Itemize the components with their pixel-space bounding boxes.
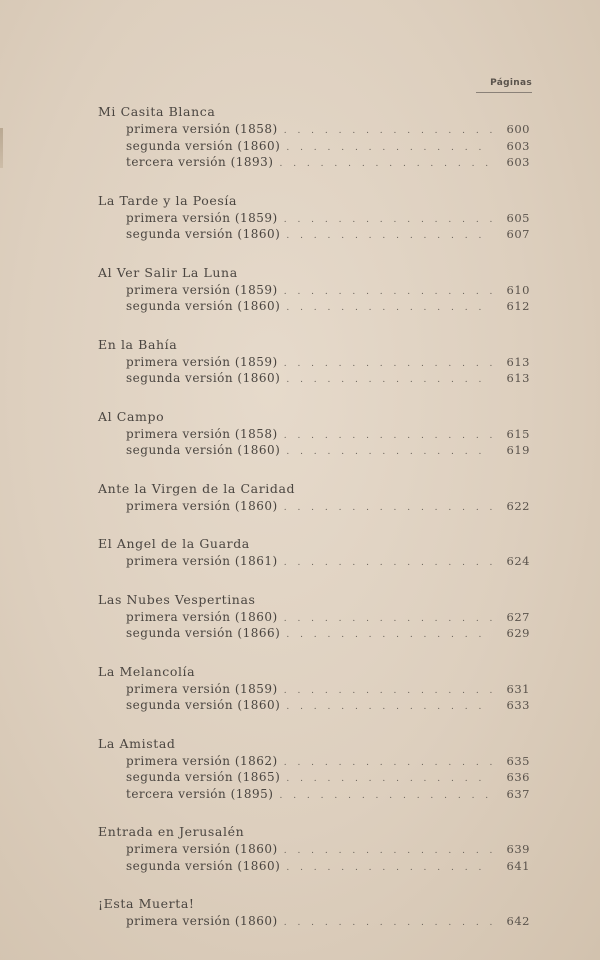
page-number: 619 <box>506 443 530 457</box>
page-number: 635 <box>506 753 530 768</box>
version-label: segunda versión (1866) <box>126 626 281 640</box>
version-label: primera versión (1858) <box>126 426 278 441</box>
version-row <box>98 426 530 443</box>
poem-title: La Tarde y la Poesía <box>98 192 238 208</box>
toc-entry <box>98 592 530 642</box>
toc-entry <box>98 896 530 930</box>
dot-leader <box>286 228 492 245</box>
version-label: segunda versión (1860) <box>126 698 281 712</box>
dot-leader <box>279 788 492 805</box>
version-row <box>98 226 530 243</box>
page-number: 613 <box>506 354 530 369</box>
version-label: tercera versión (1893) <box>126 155 274 169</box>
page-number: 607 <box>506 227 530 241</box>
version-label: primera versión (1859) <box>126 354 278 369</box>
version-row <box>98 121 530 138</box>
dot-leader <box>284 428 492 445</box>
poem-title: Al Ver Salir La Luna <box>98 264 238 280</box>
dot-leader <box>284 212 492 229</box>
dot-leader <box>284 356 492 373</box>
version-label: segunda versión (1860) <box>126 299 281 313</box>
version-label: segunda versión (1860) <box>126 227 281 241</box>
dot-leader <box>284 683 492 700</box>
version-row <box>98 442 530 459</box>
dot-leader <box>286 300 492 317</box>
page-number: 603 <box>506 138 530 153</box>
dot-leader <box>284 915 492 932</box>
page-number: 622 <box>506 498 530 513</box>
toc-entry <box>98 536 530 570</box>
version-label: segunda versión (1860) <box>126 858 281 873</box>
version-label: primera versión (1859) <box>126 282 278 297</box>
page-number: 636 <box>506 770 530 784</box>
dot-leader <box>286 860 492 877</box>
dot-leader <box>286 699 492 716</box>
page-number: 603 <box>506 155 530 169</box>
poem-title: ¡Esta Muerta! <box>98 896 195 911</box>
page-number: 631 <box>506 681 530 696</box>
dot-leader <box>279 156 492 173</box>
poem-title: Mi Casita Blanca <box>98 104 216 119</box>
dot-leader <box>284 284 492 301</box>
page-number: 642 <box>506 914 530 928</box>
version-row <box>98 769 530 786</box>
version-row <box>98 625 530 642</box>
page-number: 639 <box>506 842 530 856</box>
version-label: primera versión (1858) <box>126 122 278 136</box>
version-label: primera versión (1860) <box>126 914 278 928</box>
version-label: segunda versión (1865) <box>126 770 281 784</box>
version-row <box>98 913 530 930</box>
version-row <box>98 154 530 171</box>
dot-leader <box>284 611 492 628</box>
poem-title: La Melancolía <box>98 663 196 679</box>
poem-title: Ante la Virgen de la Caridad <box>98 480 296 496</box>
page-edge-stain <box>0 128 3 168</box>
poem-title: Entrada en Jerusalén <box>98 824 245 839</box>
version-row <box>98 282 530 299</box>
page-number: 633 <box>506 698 530 712</box>
page-number: 610 <box>506 282 530 297</box>
version-row <box>98 786 530 803</box>
dot-leader <box>284 843 492 860</box>
poem-title: La Amistad <box>98 735 176 751</box>
toc-entry <box>98 337 530 387</box>
page-number: 605 <box>506 210 530 225</box>
toc-entry <box>98 265 530 315</box>
version-row <box>98 697 530 714</box>
version-label: primera versión (1861) <box>126 554 278 568</box>
page-number: 637 <box>506 786 530 801</box>
version-label: primera versión (1859) <box>126 681 278 696</box>
toc-entry <box>98 736 530 803</box>
table-of-contents <box>98 104 530 952</box>
version-row <box>98 858 530 875</box>
toc-entry <box>98 481 530 515</box>
page-number: 624 <box>506 554 530 568</box>
version-label: segunda versión (1860) <box>126 443 281 457</box>
dot-leader <box>284 555 492 572</box>
poem-title: Al Campo <box>98 408 165 424</box>
version-row <box>98 841 530 858</box>
version-row <box>98 609 530 626</box>
version-row <box>98 681 530 698</box>
poem-title: En la Bahía <box>98 336 178 352</box>
version-row <box>98 298 530 315</box>
dot-leader <box>284 755 492 772</box>
version-row <box>98 370 530 387</box>
pages-column-header: Páginas <box>490 78 532 88</box>
version-row <box>98 553 530 570</box>
dot-leader <box>286 771 492 788</box>
dot-leader <box>284 123 492 140</box>
dot-leader <box>286 444 492 461</box>
dot-leader <box>286 372 492 389</box>
version-row <box>98 138 530 155</box>
dot-leader <box>284 500 492 517</box>
version-label: tercera versión (1895) <box>126 786 274 801</box>
toc-entry <box>98 664 530 714</box>
version-row <box>98 498 530 515</box>
version-label: segunda versión (1860) <box>126 138 281 153</box>
version-row <box>98 753 530 770</box>
page-number: 629 <box>506 626 530 640</box>
version-label: primera versión (1862) <box>126 753 278 768</box>
version-label: primera versión (1860) <box>126 498 278 513</box>
version-label: primera versión (1860) <box>126 609 278 624</box>
toc-entry <box>98 409 530 459</box>
page-number: 600 <box>506 122 530 136</box>
poem-title: El Angel de la Guarda <box>98 536 250 551</box>
version-label: segunda versión (1860) <box>126 371 281 385</box>
toc-entry <box>98 824 530 874</box>
page-number: 641 <box>506 858 530 873</box>
version-row <box>98 210 530 227</box>
page-number: 627 <box>506 609 530 624</box>
poem-title: Las Nubes Vespertinas <box>98 591 256 607</box>
dot-leader <box>286 627 492 644</box>
toc-entry <box>98 193 530 243</box>
page-number: 615 <box>506 426 530 441</box>
dot-leader <box>286 140 492 157</box>
header-rule <box>476 92 532 93</box>
page-number: 613 <box>506 371 530 385</box>
page-number: 612 <box>506 299 530 313</box>
version-label: primera versión (1859) <box>126 210 278 225</box>
version-row <box>98 354 530 371</box>
toc-entry <box>98 104 530 171</box>
version-label: primera versión (1860) <box>126 842 278 856</box>
